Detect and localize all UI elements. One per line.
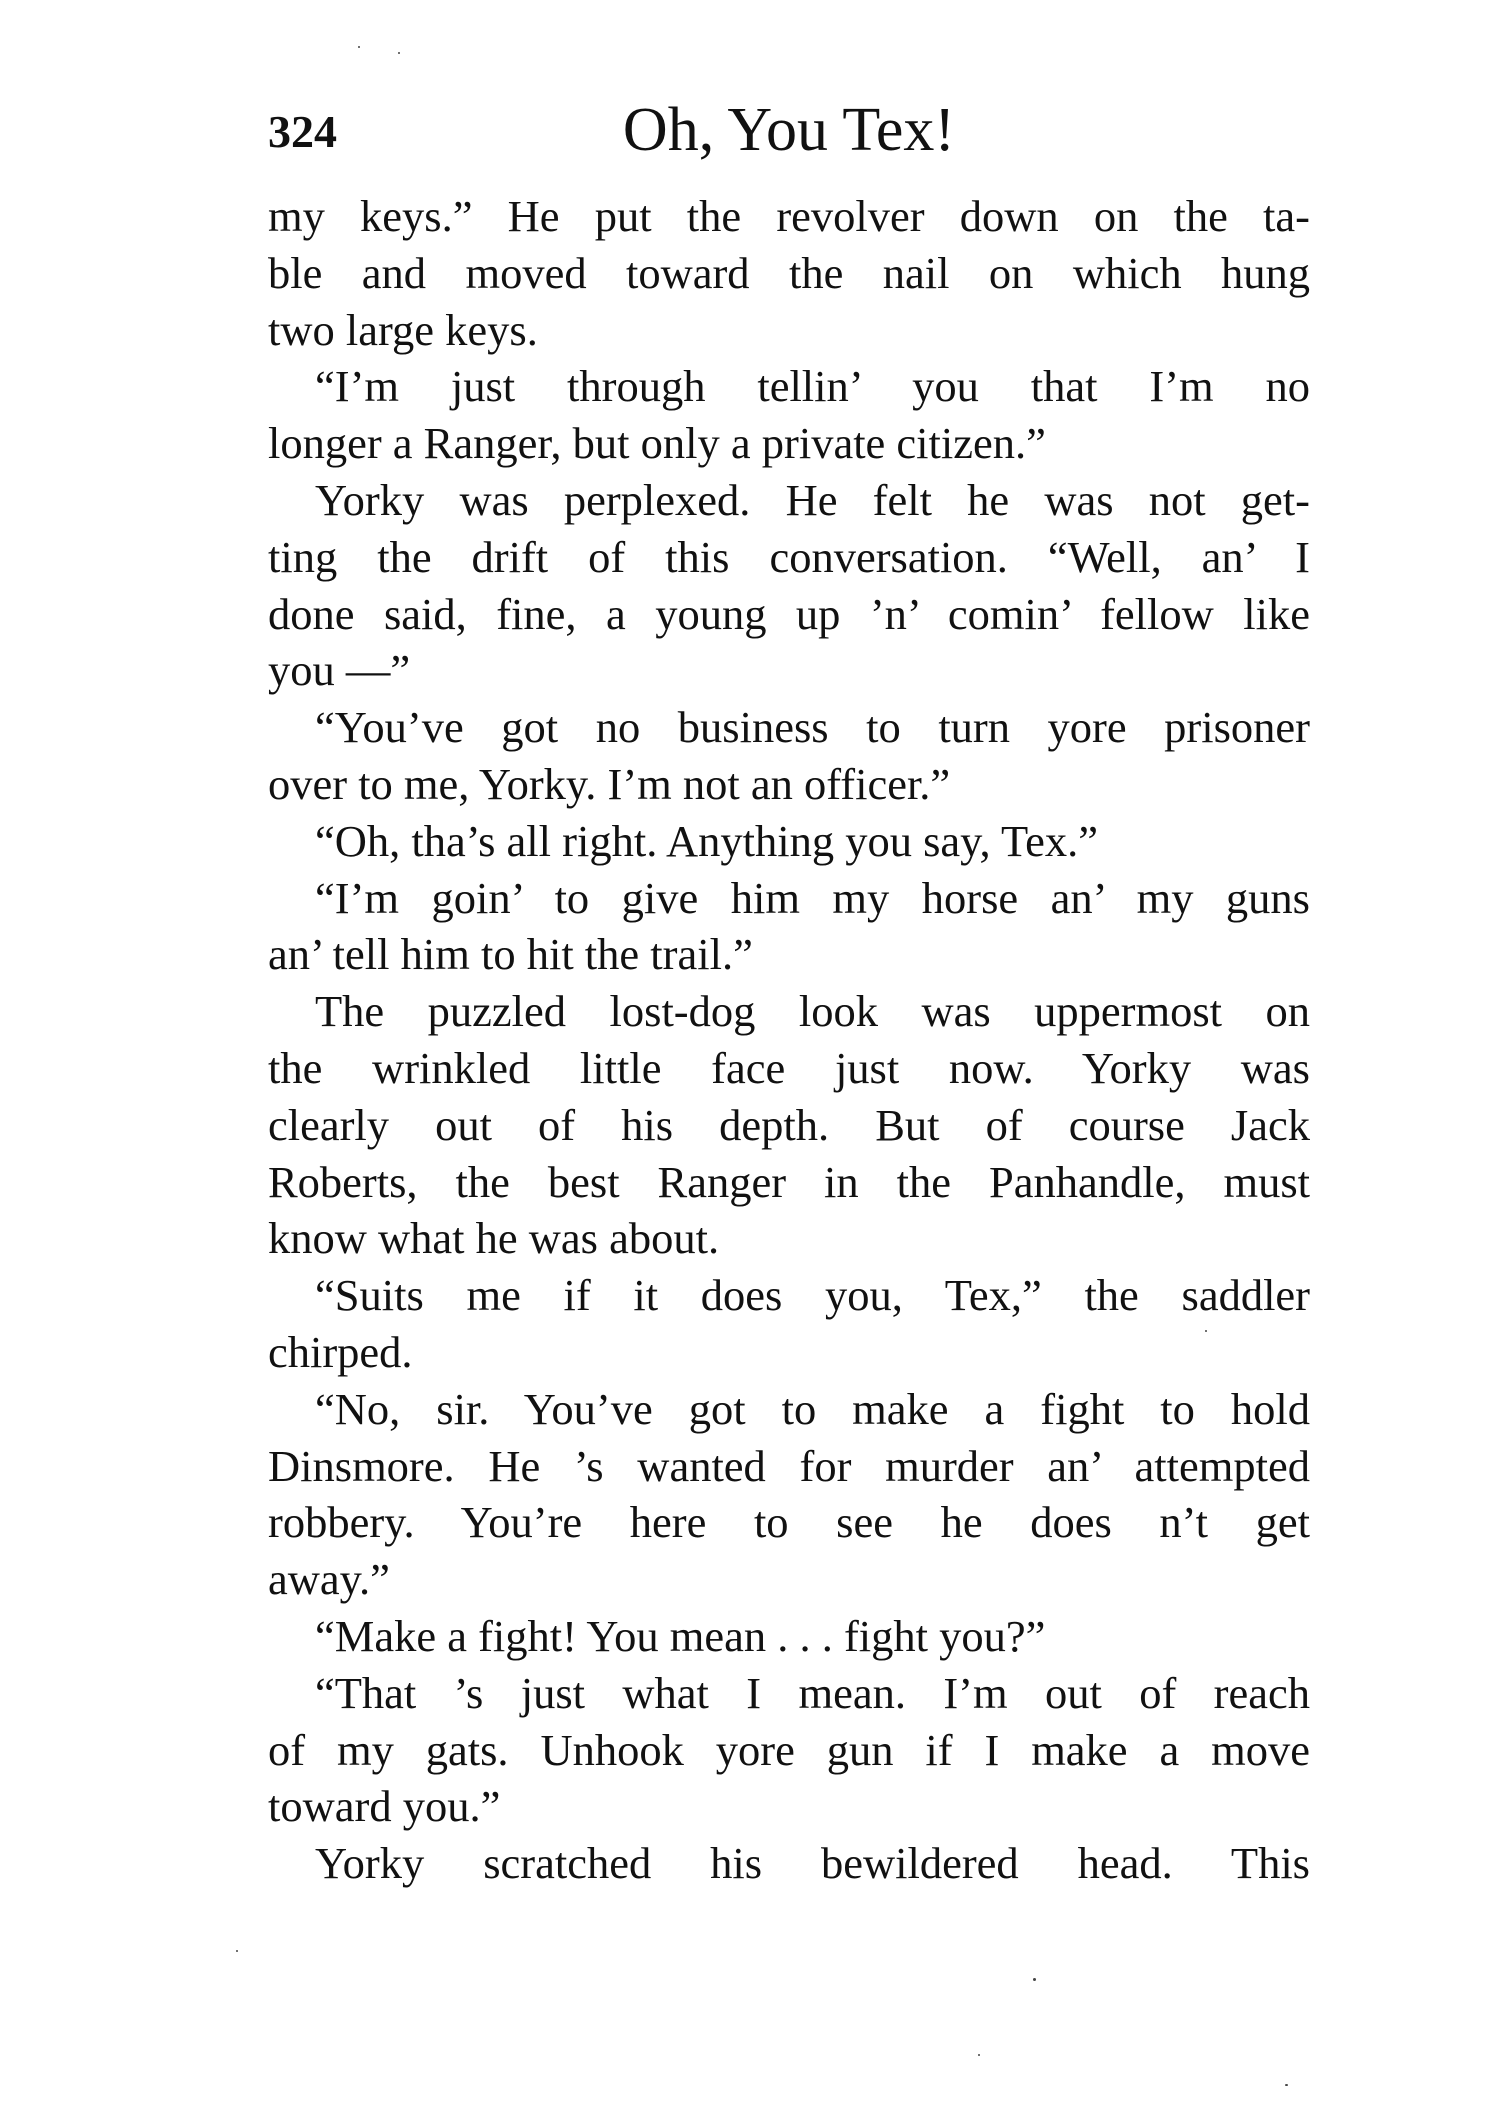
text-line: you —”: [268, 645, 411, 696]
text-line: “You’ve got no business to turn yore prisoner: [315, 702, 1310, 753]
text-line: Dinsmore. He ’s wanted for murder an’ attempted: [268, 1440, 1310, 1491]
text-line: Roberts, the best Ranger in the Panhandle, must: [268, 1156, 1310, 1207]
text-line: away.”: [268, 1554, 390, 1605]
text-line: “No, sir. You’ve got to make a fight to hold: [315, 1383, 1310, 1434]
text-line: toward you.”: [268, 1781, 501, 1832]
text-line: “I’m just through tellin’ you that I’m no: [315, 361, 1310, 412]
text-line: two large keys.: [268, 304, 538, 355]
text-line: ting the drift of this conversation. “Well, an’ I: [268, 531, 1310, 582]
scan-speck: [978, 2054, 980, 2056]
scan-speck: [398, 52, 400, 54]
text-line: the wrinkled little face just now. Yorky was: [268, 1042, 1310, 1093]
text-line: Yorky scratched his bewildered head. This: [315, 1838, 1310, 1889]
text-line: longer a Ranger, but only a private citizen.”: [268, 418, 1046, 469]
scan-speck: [1285, 2084, 1288, 2086]
text-line: Yorky was perplexed. He felt he was not get-: [315, 474, 1310, 525]
text-line: chirped.: [268, 1326, 413, 1377]
scan-speck: [1033, 1978, 1036, 1981]
page-header: [268, 95, 1310, 175]
scan-speck: [358, 46, 360, 48]
text-line: “Oh, tha’s all right. Anything you say, Tex.”: [315, 815, 1098, 866]
text-line: my keys.” He put the revolver down on the ta-: [268, 191, 1310, 241]
text-line: clearly out of his depth. But of course Jack: [268, 1099, 1310, 1150]
text-line: “That ’s just what I mean. I’m out of reach: [315, 1667, 1310, 1718]
text-line: an’ tell him to hit the trail.”: [268, 929, 753, 980]
text-line: of my gats. Unhook yore gun if I make a move: [268, 1724, 1310, 1775]
text-line: The puzzled lost-dog look was uppermost on: [315, 986, 1310, 1037]
text-line: “Suits me if it does you, Tex,” the saddler: [315, 1270, 1310, 1321]
text-line: over to me, Yorky. I’m not an officer.”: [268, 758, 951, 809]
text-line: know what he was about.: [268, 1213, 720, 1264]
text-line: done said, fine, a young up ’n’ comin’ fellow like: [268, 588, 1310, 639]
text-line: ble and moved toward the nail on which hung: [268, 247, 1310, 298]
text-line: robbery. You’re here to see he does n’t get: [268, 1497, 1310, 1548]
scan-speck: [1205, 1330, 1207, 1332]
text-line: “Make a fight! You mean . . . fight you?”: [315, 1610, 1046, 1661]
page-number: 324: [268, 106, 337, 157]
body-text: [268, 188, 1310, 1892]
running-title: Oh, You Tex!: [622, 96, 956, 164]
scan-speck: [236, 1950, 238, 1952]
text-line: “I’m goin’ to give him my horse an’ my guns: [315, 872, 1310, 923]
